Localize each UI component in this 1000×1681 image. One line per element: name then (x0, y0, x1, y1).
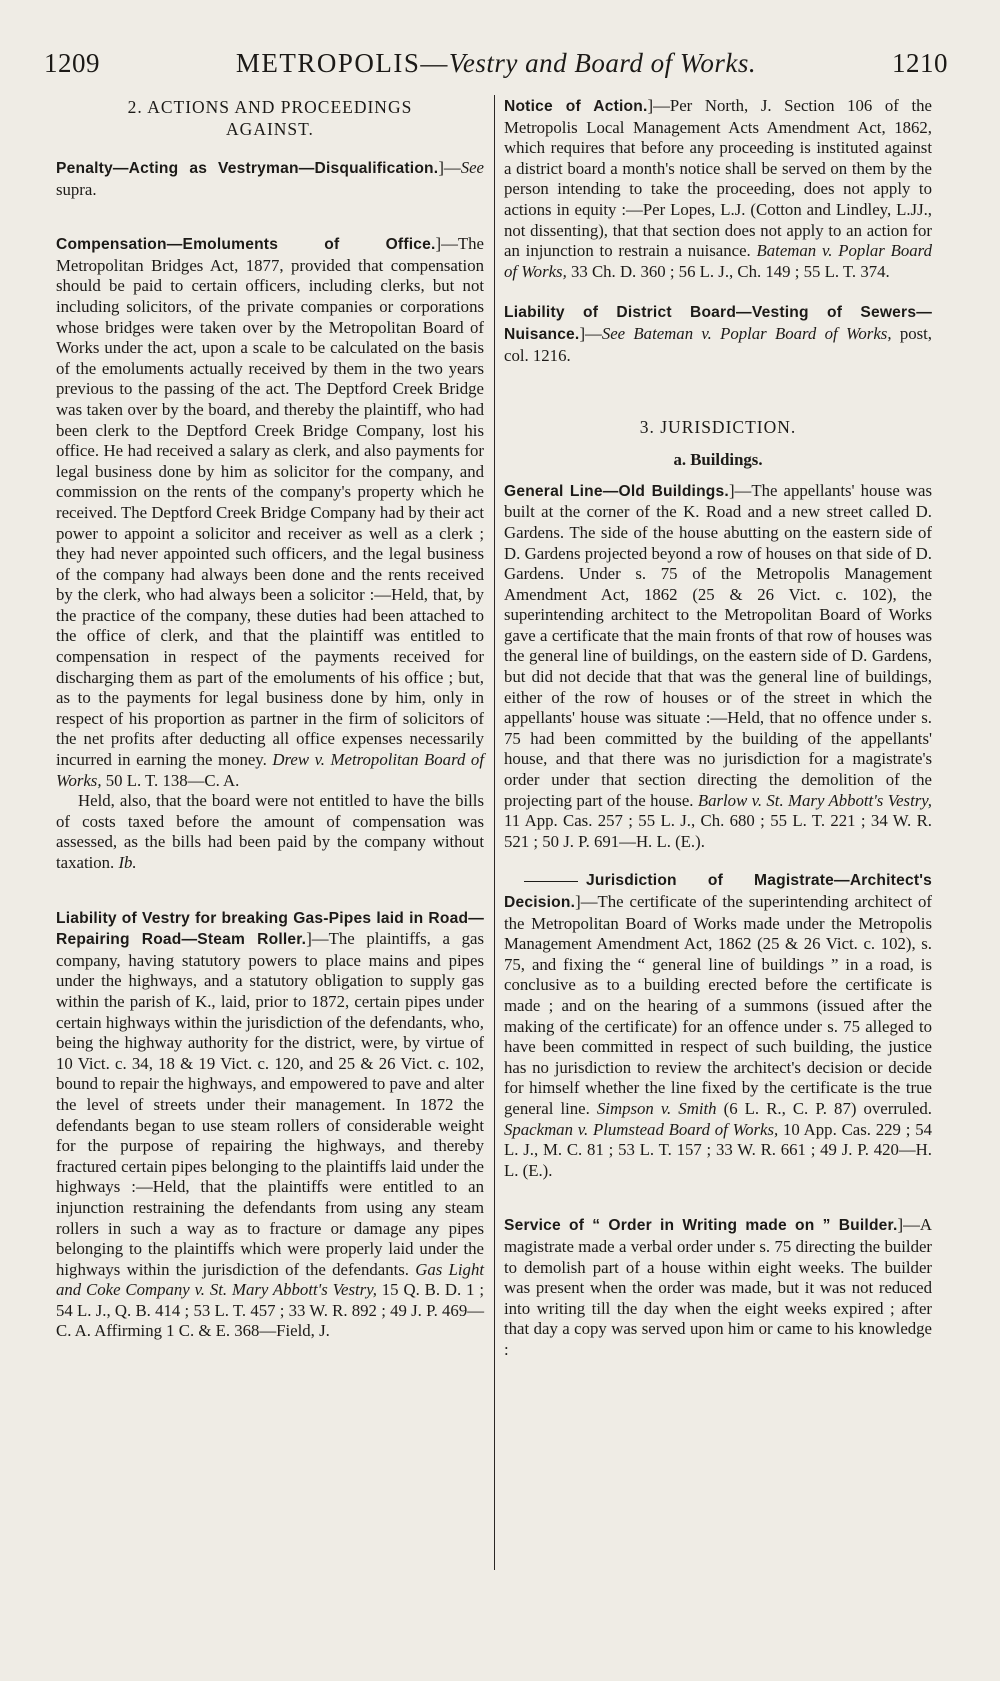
entry-caption: Notice of Action. (504, 98, 648, 115)
running-title-main: METROPOLIS— (235, 48, 449, 78)
case-name: Ib. (118, 853, 137, 872)
right-column (504, 96, 932, 1360)
entry-text: ]—Per North, J. Section 106 of the Metropolis Local Management Acts Amendment Act, 1862, which requires that before any proceeding is instituted against a district board a month's notice shall be served on them by the person intending to take the proceeding, does not apply to actions in equity :—Per Lopes, L.J. (Cotton and Lindley, L.JJ., not dissenting), that that section does not apply to an action for an injunction to restrain a nuisance. (504, 96, 932, 261)
case-name: Gas Light and Coke Company v. St. Mary Abbott's Vestry, (56, 1259, 484, 1300)
section-heading-actions (56, 96, 484, 140)
entry-liability-district-board (504, 302, 932, 366)
cross-reference: See (460, 158, 484, 177)
entry-text: ]— (579, 323, 602, 343)
entry-gas-pipes (56, 908, 484, 1342)
entry-text: ]—The appellants' house was built at the corner of the K. Road and a new street called D. Gardens. The side of the house abutting on the eastern side of D. Gardens projected beyond a row of houses on that side of D. Gardens. Under s. 75 of the Metropolis Management Amendment Act, 1862 (25 & 26 Vict. c. 102), the superintending architect to the Metropolitan Board of Works gave a certificate that the main fronts of that row of houses was the general line of buildings, on the eastern side of D. Gardens, but did not decide that that was the general line of buildings, either of the row of houses or of the street in which the appellants' house was situate :—Held, that no offence under s. 75 had been committed by the building of the appellants' house, and that there was no jurisdiction for a magistrate's order under that section directing the demolition of the projecting part of the house. (504, 480, 933, 810)
entry-text: Held, also, that the board were not entitled to have the bills of costs taxed before the amount of compensation was assessed, as the bills had been paid by the company without taxation. (56, 791, 484, 872)
section-heading-line1: 2. ACTIONS AND PROCEEDINGS (127, 97, 413, 117)
entry-caption: Liability of District Board—Vesting of Sewers—Nuisance. (504, 304, 932, 343)
entry-jurisdiction-magistrate (504, 870, 932, 1181)
running-title (236, 48, 756, 79)
citation: 11 App. Cas. 257 ; 55 L. J., Ch. 680 ; 55 L. T. 221 ; 34 W. R. 521 ; 50 J. P. 691—H. L. (E.). (504, 811, 932, 851)
entry-compensation (56, 234, 484, 791)
right-page-number: 1210 (891, 48, 948, 78)
entry-text: (6 L. R., C. P. 87) overruled. (716, 1098, 932, 1118)
entry-caption: Liability of Vestry for breaking Gas-Pipes laid in Road—Repairing Road—Steam Roller. (56, 909, 484, 949)
citation: 10 App. Cas. 229 ; 54 L. J., M. C. 81 ; 53 L. T. 157 ; 33 W. R. 661 ; 49 J. P. 420—H. L. (E.). (504, 1119, 932, 1180)
section-heading-jurisdiction: 3. JURISDICTION. (639, 417, 797, 438)
entry-caption: General Line—Old Buildings. (504, 482, 729, 500)
case-name: Barlow v. St. Mary Abbott's Vestry, (697, 790, 932, 810)
citation: 50 L. T. 138—C. A. (101, 770, 240, 790)
entry-text: ]—The certificate of the superintending architect of the Metropolitan Board of Works made under the Metropolis Management Amendment Act, 1862 (25 & 26 Vict. c. 102), s. 75, and fixing the “ general line of buildings ” in a road, is conclusive as to a building erected before the certificate is made ; and on the hearing of a summons (issued after the making of the certificate) for an offence under s. 75 alleged to have been committed in respect of such building, the justice has no jurisdiction to review the architect's decision or decide for himself whether the line fixed by the certificate is the true general line. (504, 892, 932, 1118)
entry-caption: Penalty—Acting as Vestryman—Disqualification. (56, 160, 439, 177)
ditto-dash (524, 881, 578, 882)
entry-text: ]— (438, 158, 461, 177)
entry-caption: Jurisdiction of Magistrate—Architect's Decision. (504, 872, 932, 911)
case-name: Simpson v. Smith (596, 1098, 717, 1118)
entry-general-line (504, 481, 932, 853)
case-name: Drew v. Metropolitan Board of Works, (56, 750, 484, 790)
entry-text: ]—A magistrate made a verbal order under s. 75 directing the builder to demolish part of a house within eight weeks. The builder was present when the order was made, but it was not reduced into writing till the day when the eight weeks expired ; after that day a copy was served upon him or came to his knowledge : (504, 1215, 932, 1359)
entry-text: ]—The plaintiffs, a gas company, having statutory powers to place mains and pipes under the highways, and a statutory obligation to supply gas within the parish of K., laid, prior to 1872, certain pipes under certain highways within the jurisdiction of the defendants, who, being the highway authority for the district, were, by virtue of 10 Vict. c. 34, 18 & 19 Vict. c. 120, and 25 & 26 Vict. c. 102, bound to repair the highways, and empowered to pave and alter the level of streets under their management. In 1872 the defendants began to use steam rollers of considerable weight for the purpose of repairing the highways, and thereby fractured certain pipes belonging to the plaintiffs laid under the highways :—Held, that the plaintiffs were entitled to an injunction restraining the defendants from using any steam rollers in such a way as to fracture or damage any pipes belonging to the plaintiffs which were properly laid under the highways within the jurisdiction of the defendants. (56, 929, 484, 1279)
left-page-number: 1209 (44, 48, 100, 78)
entry-notice-of-action (504, 96, 932, 282)
entry-text: ]—The Metropolitan Bridges Act, 1877, provided that compensation should be paid to certain officers, including clerks, but not including solicitors, of the private companies or corporations whose bridges were taken over by the Metropolitan Board of Works under the act, upon a scale to be calculated on the basis of the emoluments actually received by them in the two years previous to the passing of the act. The Deptford Creek Bridge was taken over by the board, and thereby the plaintiff, who had been clerk to the Deptford Creek Bridge Company, lost his office. He had received a salary as clerk, and also payments for legal business done by him as solicitor for the company, and commission on the rents of the company's property which he received. The Deptford Creek Bridge Company had by their act power to appoint a solicitor and receiver as well as a clerk ; they had never appointed such officers, and the legal business of the company had always been done and the rents received by the clerk, who had always been a solicitor :—Held, that, by the practice of the company, these duties had been attached to the office of clerk, and that the plaintiff was entitled to compensation in respect of the payments received for discharging them as part of the emoluments of his office ; but, as to the payments for legal business done by him, only in respect of his proportion as partner in the firm of solicitors of the net profits after deducting all office expenses necessarily incurred in earning the money. (56, 234, 484, 770)
case-name: Bateman v. Poplar Board of Works, (504, 241, 932, 281)
section-heading-line2: AGAINST. (226, 119, 314, 139)
citation: 33 Ch. D. 360 ; 56 L. J., Ch. 149 ; 55 L. T. 374. (566, 261, 890, 281)
entry-service-of-order (504, 1215, 932, 1360)
entry-held-also (56, 791, 484, 873)
entry-caption: Compensation—Emoluments of Office. (56, 236, 436, 254)
entry-caption: Service of “ Order in Writing made on ” Builder. (504, 1217, 898, 1235)
running-title-italic: Vestry and Board of Works. (448, 48, 757, 78)
cross-reference: See Bateman v. Poplar Board of Works, (601, 323, 892, 343)
citation: 15 Q. B. D. 1 ; 54 L. J., Q. B. 414 ; 53 L. T. 457 ; 33 W. R. 892 ; 49 J. P. 469—C. A. Affirming 1 C. & E. 368—Field, J. (56, 1280, 484, 1341)
column-divider (494, 95, 495, 1570)
subsection-heading-buildings: a. Buildings. (673, 450, 763, 470)
running-header (44, 48, 948, 79)
case-name: Spackman v. Plumstead Board of Works, (504, 1119, 779, 1139)
entry-penalty (56, 158, 484, 200)
entry-text: supra. (56, 179, 97, 199)
left-column (56, 96, 484, 1342)
entry-text: post, col. 1216. (504, 323, 932, 365)
